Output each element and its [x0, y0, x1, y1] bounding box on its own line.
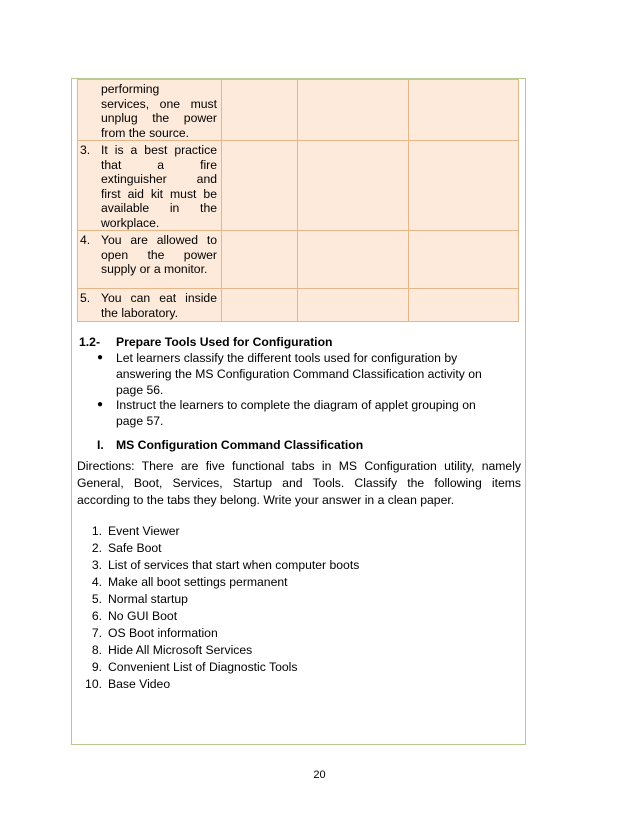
item-number: 3.: [80, 143, 91, 157]
answer-cell: [409, 289, 519, 322]
directions-line: General, Boot, Services, Startup and Tools. Classify the following items: [77, 476, 521, 490]
answer-cell: [409, 141, 519, 231]
statement-cell: [78, 80, 222, 141]
answer-cell: [222, 289, 298, 322]
item-number: [80, 82, 101, 140]
table-row: [78, 80, 519, 141]
answer-cell: [409, 80, 519, 141]
list-item: 6. No GUI Boot: [91, 609, 178, 623]
answer-cell: [298, 80, 409, 141]
statement-line: available in the: [101, 201, 217, 215]
list-item: 2. Safe Boot: [91, 541, 162, 555]
statement-line: first aid kit must be: [101, 186, 217, 201]
list-item: 7. OS Boot information: [91, 626, 218, 640]
safety-checklist-table: [77, 79, 519, 322]
statement-cell: [78, 289, 222, 322]
statement-line: open the power: [101, 247, 217, 262]
list-item: 1. Event Viewer: [91, 524, 180, 538]
answer-cell: [298, 141, 409, 231]
statement-line: supply or a monitor.: [101, 262, 208, 276]
page-number: 20: [313, 769, 326, 781]
statement-line: workplace.: [101, 215, 160, 230]
directions-line: according to the tabs they belong. Write your answer in a clean paper.: [77, 493, 455, 507]
answer-cell: [222, 141, 298, 231]
section-number: 1.2-: [79, 335, 101, 349]
list-item: 4. Make all boot settings permanent: [91, 575, 288, 589]
section-title: Prepare Tools Used for Configuration: [116, 335, 333, 349]
bullet-line: Instruct the learners to complete the diagram of applet grouping on: [116, 398, 476, 412]
list-item: 10. Base Video: [85, 677, 171, 691]
bullet-line: page 56.: [116, 383, 164, 397]
list-item: 3. List of services that start when computer boots: [91, 558, 360, 572]
bullet-line: answering the MS Configuration Command Classification activity on: [116, 367, 482, 381]
answer-cell: [222, 231, 298, 289]
answer-cell: [298, 231, 409, 289]
activity-title: MS Configuration Command Classification: [116, 438, 364, 452]
statement-line: that a fire: [101, 157, 217, 172]
statement-line: You can eat inside: [101, 291, 217, 305]
activity-directions: [77, 458, 521, 509]
list-item: 9. Convenient List of Diagnostic Tools: [91, 660, 298, 674]
bullet-icon: ●: [97, 352, 104, 363]
directions-line: Directions: There are five functional tabs in MS Configuration utility, namely: [77, 459, 521, 473]
item-number: 5.: [80, 291, 91, 305]
item-number: 4.: [80, 233, 91, 247]
bullet-line: Let learners classify the different tools used for configuration by: [116, 351, 458, 365]
statement-line: services, one must: [101, 96, 217, 111]
list-item: 5. Normal startup: [91, 592, 188, 606]
answer-cell: [409, 231, 519, 289]
bullet-line: page 57.: [116, 414, 164, 428]
table-row: [78, 231, 519, 289]
list-item: 8. Hide All Microsoft Services: [91, 643, 253, 657]
statement-line: unplug the power: [101, 111, 217, 125]
bullet-icon: ●: [97, 399, 104, 410]
table-row: [78, 141, 519, 231]
answer-cell: [222, 80, 298, 141]
statement-line: It is a best practice: [101, 143, 217, 157]
statement-cell: [78, 231, 222, 289]
answer-cell: [298, 289, 409, 322]
table-row: [78, 289, 519, 322]
statement-line: extinguisher and: [101, 172, 217, 186]
statement-line: from the source.: [101, 125, 190, 140]
statement-line: You are allowed to: [101, 233, 217, 247]
statement-line: the laboratory.: [101, 305, 179, 320]
statement-line: performing: [101, 82, 160, 96]
statement-cell: [78, 141, 222, 231]
activity-numeral: I.: [97, 438, 104, 452]
